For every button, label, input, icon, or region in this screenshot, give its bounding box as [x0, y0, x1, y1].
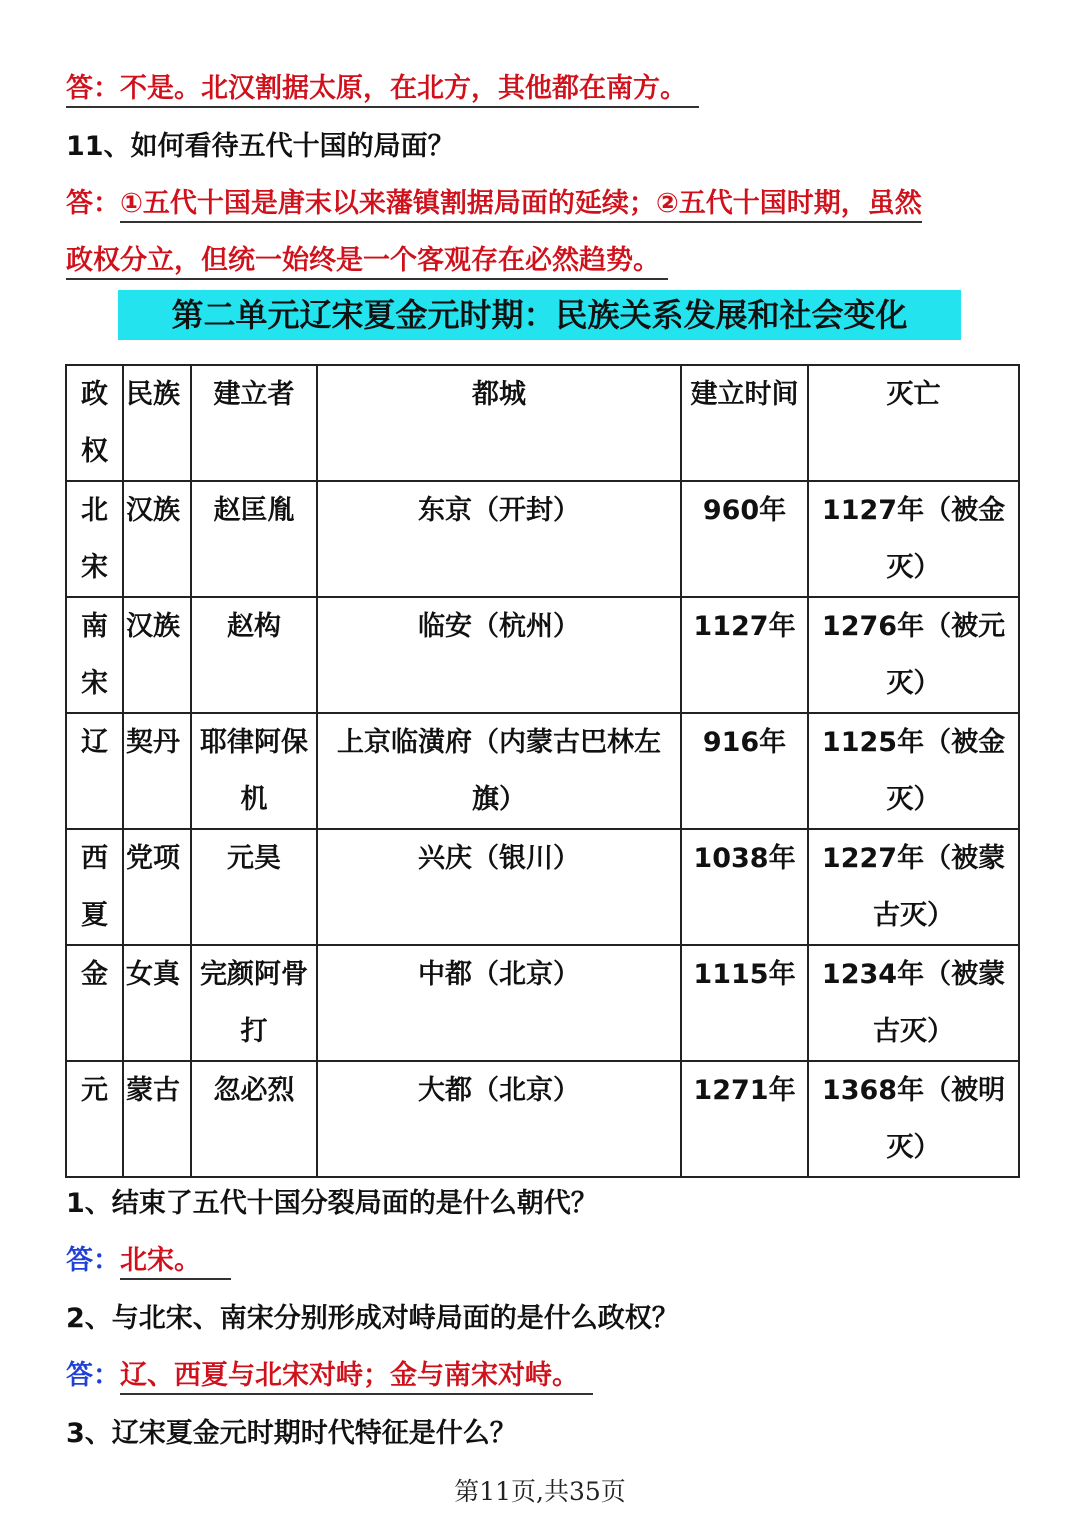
table-row — [66, 945, 1019, 1061]
table-cell: 汉族 — [123, 597, 191, 713]
question-11: 11、如何看待五代十国的局面？ — [66, 131, 455, 162]
table-cell: 1125年（被金灭） — [808, 713, 1019, 829]
answer-text: 不是。北汉割据太原，在北方，其他都在南方。 — [120, 73, 687, 104]
answer-text: 北宋。 — [120, 1245, 231, 1280]
table-cell: 辽 — [66, 713, 123, 829]
table-cell: 960年 — [681, 481, 808, 597]
table-cell: 元昊 — [191, 829, 317, 945]
answer-text: ①五代十国是唐末以来藩镇割据局面的延续；②五代十国时期，虽然 — [120, 188, 922, 223]
table-cell: 东京（开封） — [317, 481, 681, 597]
header-cell: 政权 — [66, 365, 123, 481]
table-cell: 临安（杭州） — [317, 597, 681, 713]
table-cell: 1127年 — [681, 597, 808, 713]
answer-text: 政权分立，但统一始终是一个客观存在必然趋势。 — [66, 245, 668, 280]
table-cell: 完颜阿骨打 — [191, 945, 317, 1061]
answer-previous — [66, 66, 699, 105]
table-cell: 1271年 — [681, 1061, 808, 1177]
table-cell: 兴庆（银川） — [317, 829, 681, 945]
header-cell: 建立者 — [191, 365, 317, 481]
table-cell: 西夏 — [66, 829, 123, 945]
table-cell: 金 — [66, 945, 123, 1061]
table-cell: 1234年（被蒙古灭） — [808, 945, 1019, 1061]
table-cell: 契丹 — [123, 713, 191, 829]
answer-label: 答： — [66, 73, 120, 104]
table-cell: 1227年（被蒙古灭） — [808, 829, 1019, 945]
header-cell: 民族 — [123, 365, 191, 481]
answer-label: 答： — [66, 1245, 120, 1276]
table-cell: 元 — [66, 1061, 123, 1177]
table-row — [66, 481, 1019, 597]
table-row — [66, 829, 1019, 945]
table-row — [66, 1061, 1019, 1177]
table-cell: 1368年（被明灭） — [808, 1061, 1019, 1177]
table-cell: 中都（北京） — [317, 945, 681, 1061]
table-cell: 1038年 — [681, 829, 808, 945]
answer-label: 答： — [66, 1360, 120, 1391]
table-header-row — [66, 365, 1019, 481]
table-cell: 忽必烈 — [191, 1061, 317, 1177]
table-cell: 女真 — [123, 945, 191, 1061]
table-cell: 1115年 — [681, 945, 808, 1061]
table-cell: 北宋 — [66, 481, 123, 597]
table-cell: 大都（北京） — [317, 1061, 681, 1177]
answer-1 — [66, 1238, 231, 1277]
table-cell: 上京临潢府（内蒙古巴林左旗） — [317, 713, 681, 829]
answer-2 — [66, 1353, 593, 1392]
page-footer: 第11页,共35页 — [454, 1477, 626, 1506]
table-cell: 南宋 — [66, 597, 123, 713]
answer-label: 答： — [66, 188, 120, 219]
table-cell: 耶律阿保机 — [191, 713, 317, 829]
header-cell: 都城 — [317, 365, 681, 481]
header-cell: 灭亡 — [808, 365, 1019, 481]
table-cell: 1127年（被金灭） — [808, 481, 1019, 597]
answer-text: 辽、西夏与北宋对峙；金与南宋对峙。 — [120, 1360, 593, 1395]
table-cell: 蒙古 — [123, 1061, 191, 1177]
table-cell: 1276年（被元灭） — [808, 597, 1019, 713]
question-1: 1、结束了五代十国分裂局面的是什么朝代？ — [66, 1188, 598, 1219]
table-cell: 赵构 — [191, 597, 317, 713]
answer-11-line2 — [66, 238, 668, 277]
table-cell: 汉族 — [123, 481, 191, 597]
unit-title: 第二单元辽宋夏金元时期：民族关系发展和社会变化 — [118, 290, 961, 340]
dynasty-table — [65, 364, 1020, 1178]
table-row — [66, 713, 1019, 829]
question-2: 2、与北宋、南宋分别形成对峙局面的是什么政权？ — [66, 1303, 679, 1334]
table-cell: 916年 — [681, 713, 808, 829]
table-cell: 赵匡胤 — [191, 481, 317, 597]
table-row — [66, 597, 1019, 713]
question-3: 3、辽宋夏金元时期时代特征是什么？ — [66, 1418, 517, 1449]
answer-11-line1 — [66, 181, 922, 220]
table-cell: 党项 — [123, 829, 191, 945]
header-cell: 建立时间 — [681, 365, 808, 481]
